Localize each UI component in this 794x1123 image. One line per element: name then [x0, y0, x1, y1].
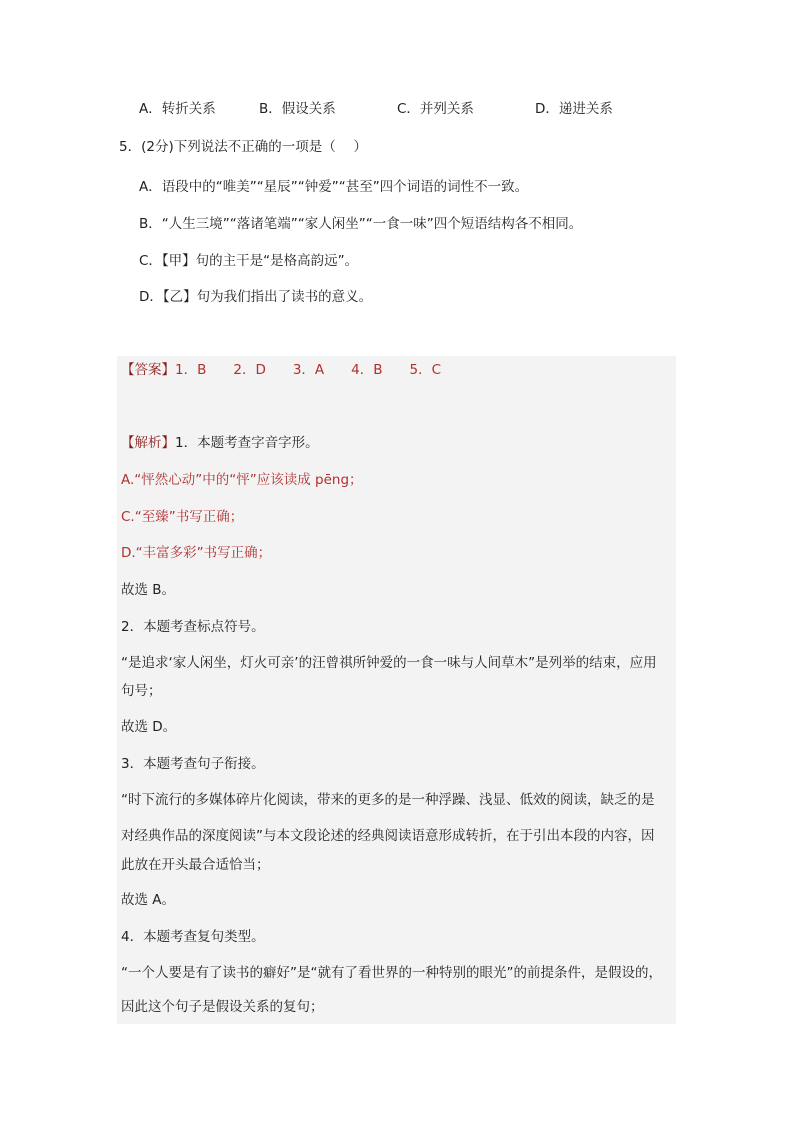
q5-option-c: C．【甲】句的主干是“是格高韵远”。	[139, 253, 359, 269]
analysis-line-10: 3．本题考查句子衔接。	[121, 756, 265, 772]
analysis-line-3: C.“至臻”书写正确；	[121, 509, 244, 525]
analysis-line-7: “是追求‘家人闲坐，灯火可亲’的汪曾祺所钟爱的一食一味与人间草木”是列举的结束，应用	[121, 655, 657, 671]
q5-option-b: B．“人生三境”“落诸笔端”“家人闲坐”“一食一味”四个短语结构各不相同。	[139, 216, 583, 232]
answer-values: 1．B 2．D 3．A 4．B 5．C	[175, 362, 442, 378]
analysis-line-17: 因此这个句子是假设关系的复句；	[121, 999, 324, 1015]
analysis-tag: 【解析】	[121, 435, 175, 451]
analysis-line-12: 对经典作品的深度阅读”与本文段论述的经典阅读语意形成转折，在于引出本段的内容，因	[121, 828, 655, 844]
q4-option-a: A．转折关系	[139, 101, 216, 117]
answer-line	[121, 361, 441, 379]
analysis-line-5: 故选 B。	[121, 582, 176, 598]
analysis-line-9: 故选 D。	[121, 719, 177, 735]
analysis-line-14: 故选 A。	[121, 892, 176, 908]
analysis-line-11: “时下流行的多媒体碎片化阅读，带来的更多的是一种浮躁、浅显、低效的阅读，缺乏的是	[121, 792, 655, 808]
analysis-line-2: A.“怦然心动”中的“怦”应该读成 pēng；	[121, 472, 363, 488]
analysis-line-15: 4．本题考查复句类型。	[121, 929, 265, 945]
q5-option-a: A．语段中的“唯美”“星辰”“钟爱”“甚至”四个词语的词性不一致。	[139, 179, 529, 195]
q4-option-c: C．并列关系	[397, 101, 474, 117]
analysis-line-13: 此放在开头最合适恰当；	[121, 857, 270, 873]
analysis-line-6: 2．本题考查标点符号。	[121, 619, 265, 635]
analysis-line-8: 句号；	[121, 683, 162, 699]
q4-option-d: D．递进关系	[535, 101, 613, 117]
answer-tag: 【答案】	[121, 362, 175, 378]
answer-analysis-panel	[117, 356, 676, 1024]
q4-option-b: B．假设关系	[259, 101, 336, 117]
analysis-line-16: “一个人要是有了读书的癖好”是“就有了看世界的一种特别的眼光”的前提条件，是假设的，	[121, 965, 662, 981]
q5-stem: 5．(2分)下列说法不正确的一项是（ ）	[119, 139, 368, 155]
analysis-line-1	[121, 434, 319, 452]
analysis-q1-title: 1．本题考查字音字形。	[175, 435, 319, 451]
q5-option-d: D．【乙】句为我们指出了读书的意义。	[139, 289, 373, 305]
analysis-line-4: D.“丰富多彩”书写正确；	[121, 545, 272, 561]
